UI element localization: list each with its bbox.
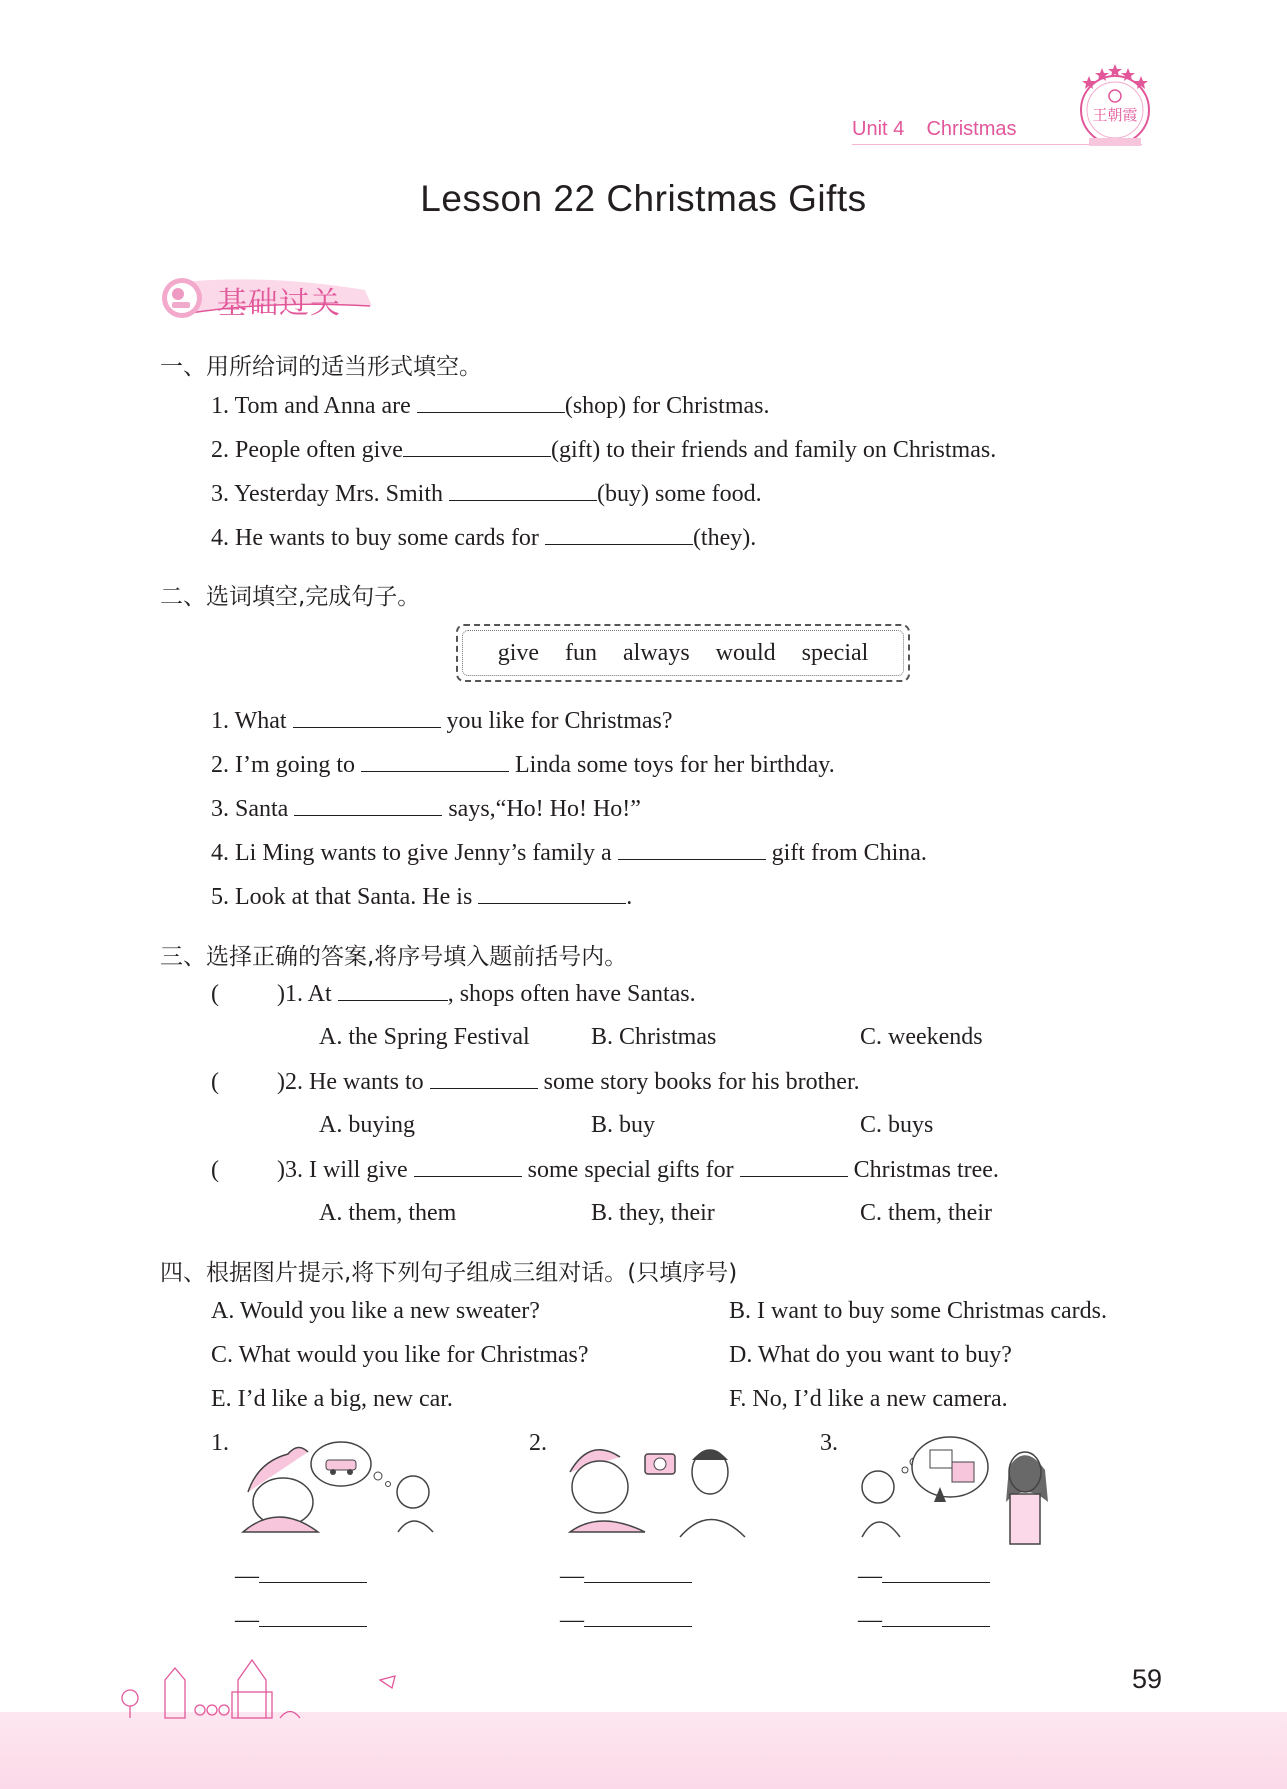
part1-heading: 一、用所给词的适当形式填空。 xyxy=(160,354,482,380)
part3-q3-option-b: B. they, their xyxy=(591,1200,715,1226)
part2-item-2-rest: Linda some toys for her birthday. xyxy=(509,752,835,778)
part3-q2 xyxy=(211,1068,860,1096)
part2-item-3 xyxy=(211,795,641,823)
part3-q2-option-b: B. buy xyxy=(591,1112,656,1138)
part3-q1-option-b: B. Christmas xyxy=(591,1024,717,1050)
answer-blank[interactable] xyxy=(414,1156,522,1177)
part4-heading: 四、根据图片提示,将下列句子组成三组对话。(只填序号) xyxy=(160,1260,738,1286)
badge-text: 王朝霞 xyxy=(1092,106,1138,124)
part3-q1-option-a: A. the Spring Festival xyxy=(319,1024,530,1050)
part3-q3-option-a: A. them, them xyxy=(319,1200,457,1226)
word-bank-word: give xyxy=(497,639,540,666)
answer-blank[interactable] xyxy=(293,707,441,728)
part4-option-a: A. Would you like a new sweater? xyxy=(211,1298,540,1324)
part2-item-5-text: 5. Look at that Santa. He is xyxy=(211,884,479,910)
word-bank-word: special xyxy=(801,639,869,666)
page-number: 59 xyxy=(1132,1664,1163,1694)
picture-1-number: 1. xyxy=(211,1430,229,1456)
part2-item-2 xyxy=(211,751,835,779)
word-bank-word: would xyxy=(715,639,776,666)
dialogue-answer-line[interactable]: — xyxy=(858,1562,990,1590)
part2-item-1-rest: you like for Christmas? xyxy=(440,708,673,734)
part4-option-c: C. What would you like for Christmas? xyxy=(211,1342,589,1368)
page-title: Lesson 22 Christmas Gifts xyxy=(420,178,867,219)
part1-item-1-hint: (shop) for Christmas. xyxy=(564,393,770,419)
part2-item-1-text: 1. What xyxy=(211,708,293,734)
part3-q3-rest: Christmas tree. xyxy=(847,1157,999,1183)
part1-item-3-hint: (buy) some food. xyxy=(597,481,762,507)
part3-q1 xyxy=(211,980,696,1008)
part4-option-e: E. I’d like a big, new car. xyxy=(211,1386,453,1412)
santa-and-boy-camera-icon xyxy=(560,1432,750,1542)
part3-q3 xyxy=(211,1156,999,1184)
word-bank-word: fun xyxy=(565,639,598,666)
answer-bracket-open: ( xyxy=(211,1069,219,1095)
part4-option-d: D. What do you want to buy? xyxy=(729,1342,1012,1368)
answer-blank[interactable] xyxy=(545,524,693,545)
dialogue-answer-line[interactable]: — xyxy=(858,1606,990,1634)
part1-item-1 xyxy=(211,392,769,420)
answer-blank[interactable] xyxy=(618,839,766,860)
dialogue-answer-line[interactable]: — xyxy=(235,1606,367,1634)
part3-q1-text: 1. At xyxy=(285,981,338,1007)
answer-bracket-open: ( xyxy=(211,1157,219,1183)
section-banner-label: 基础过关 xyxy=(217,286,341,321)
answer-blank[interactable] xyxy=(740,1156,848,1177)
part1-item-2-hint: (gift) to their friends and family on Christmas. xyxy=(550,437,997,463)
picture-3-number: 3. xyxy=(820,1430,838,1456)
dialogue-answer-line[interactable]: — xyxy=(235,1562,367,1590)
part4-option-b: B. I want to buy some Christmas cards. xyxy=(729,1298,1107,1324)
part1-item-2 xyxy=(211,436,996,464)
part1-item-4-hint: (they). xyxy=(692,525,757,551)
monkey-and-girl-cards-thought-icon xyxy=(850,1432,1060,1547)
word-bank-word: always xyxy=(623,639,690,666)
town-doodle-icon xyxy=(120,1650,440,1720)
part2-item-3-text: 3. Santa xyxy=(211,796,295,822)
part1-item-3 xyxy=(211,480,762,508)
answer-blank[interactable] xyxy=(338,980,448,1001)
word-bank-box xyxy=(456,624,910,682)
answer-blank[interactable] xyxy=(417,392,565,413)
part2-item-5 xyxy=(211,883,632,911)
part1-item-2-text: 2. People often give xyxy=(211,437,403,463)
part3-q2-option-a: A. buying xyxy=(319,1112,415,1138)
part2-item-4-text: 4. Li Ming wants to give Jenny’s family a xyxy=(211,840,618,866)
part3-q3-mid: some special gifts for xyxy=(521,1157,740,1183)
answer-bracket-close: ) xyxy=(277,981,285,1007)
part2-item-4 xyxy=(211,839,927,867)
part2-item-4-rest: gift from China. xyxy=(765,840,927,866)
part1-item-4 xyxy=(211,524,756,552)
header-topic: Christmas xyxy=(926,118,1017,140)
answer-blank[interactable] xyxy=(430,1068,538,1089)
part3-q1-option-c: C. weekends xyxy=(860,1024,983,1050)
answer-blank[interactable] xyxy=(361,751,509,772)
part3-q2-text: 2. He wants to xyxy=(285,1069,430,1095)
part3-q2-rest: some story books for his brother. xyxy=(537,1069,860,1095)
answer-bracket-close: ) xyxy=(277,1069,285,1095)
part2-item-1 xyxy=(211,707,673,735)
part4-option-f: F. No, I’d like a new camera. xyxy=(729,1386,1008,1412)
dialogue-answer-line[interactable]: — xyxy=(560,1606,692,1634)
running-header xyxy=(852,118,1017,141)
part2-heading: 二、选词填空,完成句子。 xyxy=(160,584,421,610)
dialogue-answer-line[interactable]: — xyxy=(560,1562,692,1590)
part3-q3-text: 3. I will give xyxy=(285,1157,414,1183)
part2-item-3-rest: says,“Ho! Ho! Ho!” xyxy=(442,796,641,822)
part1-item-1-text: 1. Tom and Anna are xyxy=(211,393,417,419)
part3-q2-option-c: C. buys xyxy=(860,1112,934,1138)
answer-blank[interactable] xyxy=(449,480,597,501)
part1-item-4-text: 4. He wants to buy some cards for xyxy=(211,525,545,551)
santa-and-monkey-car-thought-icon xyxy=(238,1432,453,1542)
part1-item-3-text: 3. Yesterday Mrs. Smith xyxy=(211,481,450,507)
answer-blank[interactable] xyxy=(294,795,442,816)
header-unit: Unit 4 xyxy=(852,118,905,140)
answer-bracket-open: ( xyxy=(211,981,219,1007)
part2-item-5-rest: . xyxy=(626,884,633,910)
answer-bracket-close: ) xyxy=(277,1157,285,1183)
picture-2-number: 2. xyxy=(529,1430,547,1456)
answer-blank[interactable] xyxy=(478,883,626,904)
answer-blank[interactable] xyxy=(403,436,551,457)
footer-band xyxy=(0,1712,1287,1789)
part3-q3-option-c: C. them, their xyxy=(860,1200,992,1226)
part2-item-2-text: 2. I’m going to xyxy=(211,752,361,778)
part3-heading: 三、选择正确的答案,将序号填入题前括号内。 xyxy=(160,944,628,970)
publisher-badge-icon xyxy=(1075,62,1155,152)
part3-q1-rest: , shops often have Santas. xyxy=(447,981,696,1007)
